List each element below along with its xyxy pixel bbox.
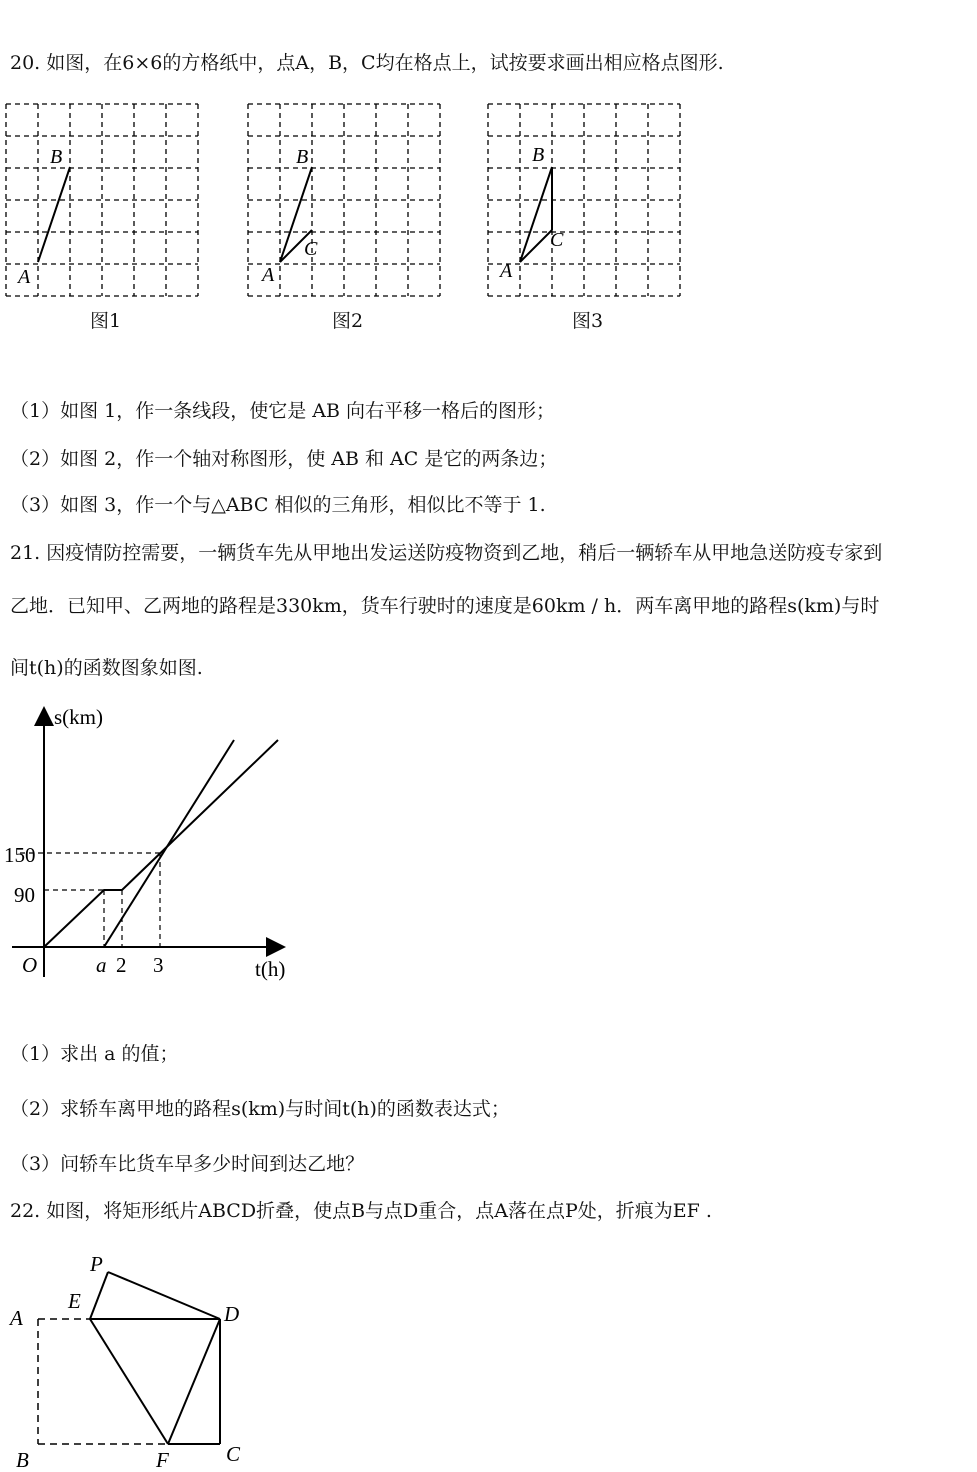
q21-part-2: （2）求轿车离甲地的路程s(km)与时间t(h)的函数表达式； [10,1098,510,1120]
q20-caption-2: 图2 [332,310,364,332]
q20-part-3: （3）如图 3，作一个与△ABC 相似的三角形，相似比不等于 1. [10,494,546,516]
q20-caption-1: 图1 [90,310,122,332]
y-axis-label: s(km) [54,705,103,729]
q20-number: 20. [10,52,41,74]
label-b: B [296,146,309,168]
edge-pe [90,1272,108,1319]
label-a: A [10,1306,23,1330]
q21-stem-line-1 [10,542,882,565]
q22-figure [0,1245,270,1472]
q21-part-1: （1）求出 a 的值； [10,1043,179,1065]
x-tick-2: 2 [116,953,127,977]
x-tick-3: 3 [153,953,164,977]
grid-6x6 [248,104,440,296]
segment-ab [38,167,70,262]
q21-number: 21. [10,542,41,564]
q20-part-2: （2）如图 2，作一个轴对称图形，使 AB 和 AC 是它的两条边； [10,448,558,470]
q21-stem-line-3: 间t(h)的函数图象如图. [10,657,203,679]
edge-fd [168,1319,220,1444]
q21-stem-text-1: 因疫情防控需要，一辆货车先从甲地出发运送防疫物资到乙地，稍后一辆轿车从甲地急送防疫专家到 [46,542,883,564]
label-c: C [226,1442,241,1466]
q20-part-1: （1）如图 1，作一条线段，使它是 AB 向右平移一格后的图形； [10,400,555,422]
label-p: P [90,1252,103,1276]
label-f: F [156,1448,169,1472]
truck-line [44,740,278,947]
label-a: A [500,260,513,282]
edge-pd [108,1272,220,1319]
q21-stem-line-2: 乙地．已知甲、乙两地的路程是330km，货车行驶时的速度是60km / h．两车离甲地的路程s(km)与时 [10,595,880,617]
x-tick-a: a [96,953,107,977]
q20-stem [10,52,724,75]
q20-text: 如图，在6×6的方格纸中，点A，B，C均在格点上，试按要求画出相应格点图形. [46,52,724,74]
label-c: C [304,238,318,260]
label-d: D [224,1302,240,1326]
label-b: B [16,1448,29,1472]
car-line [104,740,234,947]
q21-graph [0,700,320,990]
x-axis-label: t(h) [255,957,286,981]
q20-figure-3 [482,95,692,305]
origin-label: O [22,953,38,977]
label-e: E [68,1289,81,1313]
label-a: A [262,264,275,286]
grid-6x6 [488,104,680,296]
q22-text: 如图，将矩形纸片ABCD折叠，使点B与点D重合，点A落在点P处，折痕为EF . [46,1200,712,1222]
grid-6x6 [6,104,198,296]
label-b: B [532,144,545,166]
q20-caption-3: 图3 [572,310,604,332]
label-a: A [18,266,31,288]
label-c: C [550,229,564,251]
q22-number: 22. [10,1200,41,1222]
segment-ab [520,167,552,262]
q20-figure-1 [0,95,210,305]
q22-stem [10,1200,712,1223]
y-tick-90: 90 [14,883,35,907]
y-tick-150: 150 [4,843,36,867]
label-b: B [50,146,63,168]
q21-part-3: （3）问轿车比货车早多少时间到达乙地？ [10,1153,365,1175]
q20-figure-2 [242,95,452,305]
crease-ef [90,1319,168,1444]
